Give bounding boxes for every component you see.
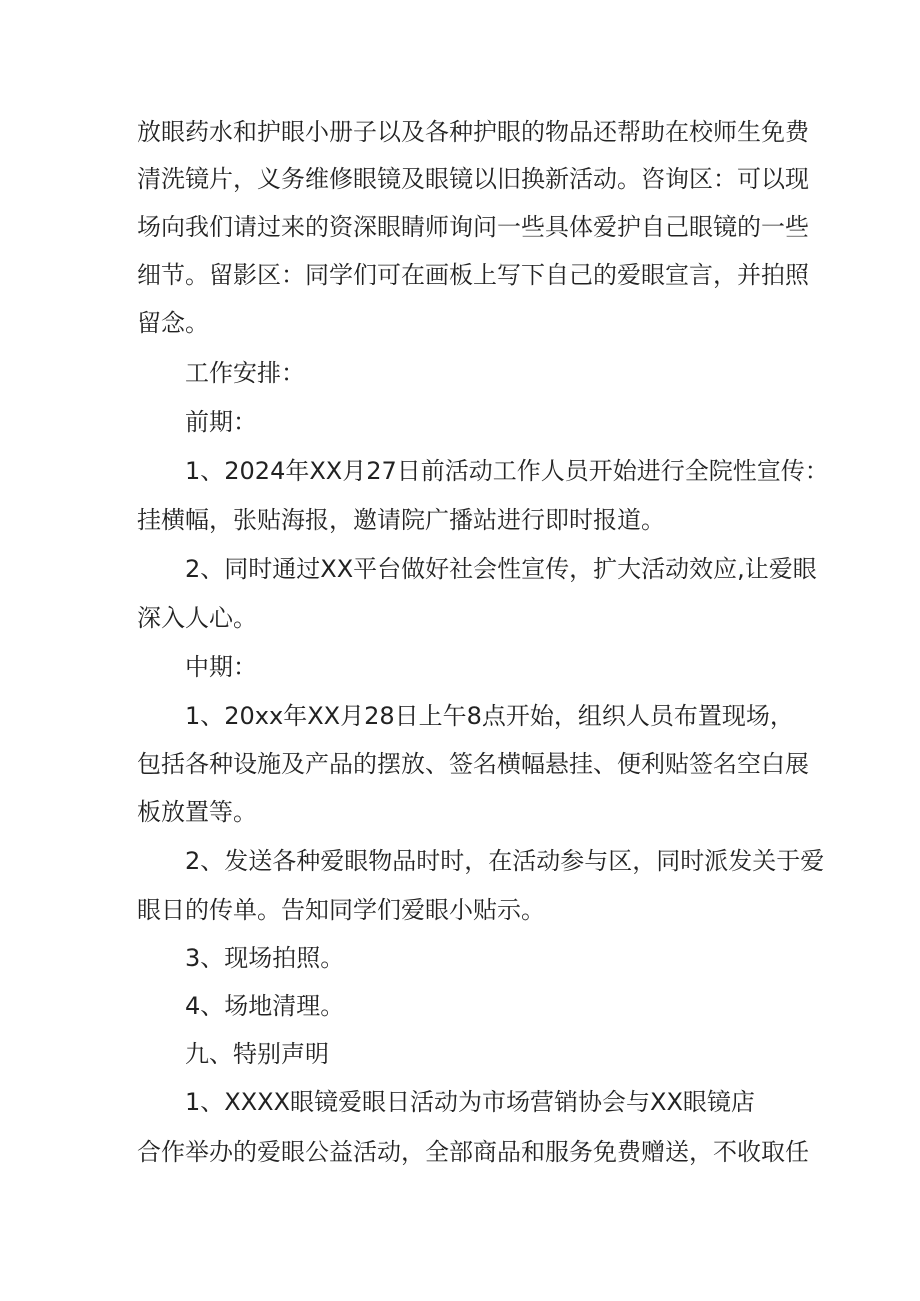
paragraph-line: 1、20xx年XX月28日上午8点开始，组织人员布置现场， [185,702,794,730]
paragraph-line: 1、2024年XX月27日前活动工作人员开始进行全院性宣传： [185,457,829,485]
section-heading-middle-phase: 中期： [185,653,257,681]
paragraph-line: 清洗镜片，义务维修眼镜及眼镜以旧换新活动。咨询区：可以现 [137,165,809,193]
paragraph-line: 2、同时通过XX平台做好社会性宣传，扩大活动效应,让爱眼 [185,555,817,583]
paragraph-line: 放眼药水和护眼小册子以及各种护眼的物品还帮助在校师生免费 [137,118,809,146]
list-item: 3、现场拍照。 [185,944,345,972]
paragraph-line: 眼日的传单。告知同学们爱眼小贴示。 [137,896,545,924]
paragraph-line: 深入人心。 [137,604,257,632]
paragraph-line: 场向我们请过来的资深眼睛师询问一些具体爱护自己眼镜的一些 [137,213,809,241]
paragraph-line: 挂横幅，张贴海报，邀请院广播站进行即时报道。 [137,506,665,534]
paragraph-line: 留念。 [137,309,209,337]
section-heading-special-statement: 九、特别声明 [185,1040,329,1068]
paragraph-line: 板放置等。 [137,798,257,826]
paragraph-line: 2、发送各种爱眼物品时时，在活动参与区，同时派发关于爱 [185,847,825,875]
paragraph-line: 包括各种设施及产品的摆放、签名横幅悬挂、便利贴签名空白展 [137,750,809,778]
paragraph-line: 1、XXXX眼镜爱眼日活动为市场营销协会与XX眼镜店 [185,1088,755,1116]
section-heading-early-phase: 前期： [185,408,257,436]
section-heading-work-arrangement: 工作安排： [185,359,305,387]
list-item: 4、场地清理。 [185,992,345,1020]
paragraph-line: 细节。留影区：同学们可在画板上写下自己的爱眼宣言，并拍照 [137,261,809,289]
paragraph-line: 合作举办的爱眼公益活动，全部商品和服务免费赠送，不收取任 [137,1138,809,1166]
